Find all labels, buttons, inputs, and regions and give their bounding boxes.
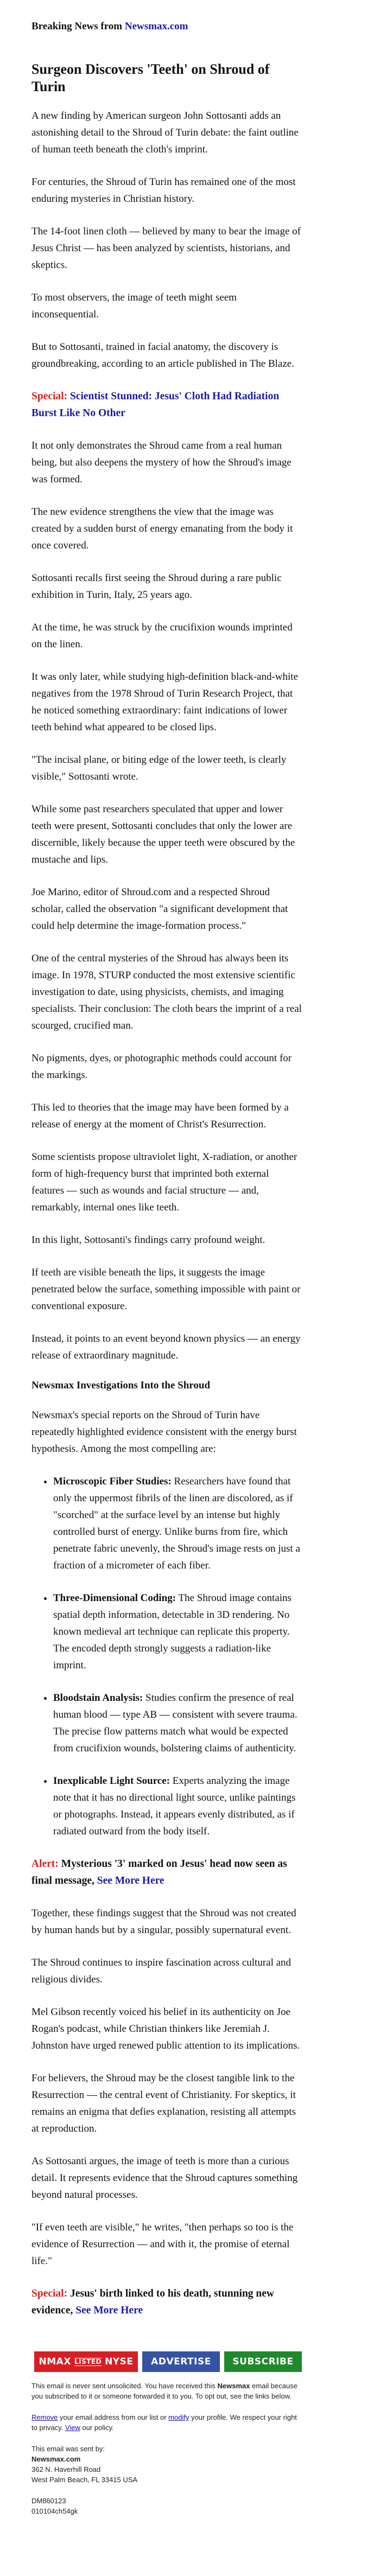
article-conclusion (31, 1905, 303, 2269)
evidence-term: Bloodstain Analysis: (53, 1692, 143, 1704)
paragraph: The 14-foot linen cloth — believed by many to bear the image of Jesus Christ — has been analyzed by scientists, historians, and skeptics. (31, 226, 301, 271)
optout-notice (31, 2412, 303, 2433)
footer-buttons (34, 2351, 303, 2372)
optout-text: your profile. We respect your right to privacy. (31, 2413, 297, 2432)
paragraph: To most observers, the image of teeth might seem inconsequential. (31, 292, 237, 320)
paragraph: A new finding by American surgeon John Sottosanti adds an astonishing detail to the Shroud of Turin debate: the faint outline of human teeth beneath the cloth's imprint. (31, 110, 299, 155)
evidence-text: Studies confirm the presence of real human blood — type AB — consistent with severe trauma. The precise flow patterns match what would be expected from crucifixion wounds, bolstering claims of authenticity. (53, 1692, 297, 1754)
modify-link[interactable]: modify (168, 2413, 189, 2421)
paragraph: For centuries, the Shroud of Turin has remained one of the most enduring mysteries in Christian history. (31, 176, 296, 205)
advertise-button[interactable]: ADVERTISE (142, 2351, 220, 2372)
sender-info (31, 2444, 303, 2485)
promo-text: Mysterious '3' marked on Jesus' head now seen as final message, (31, 1858, 287, 1886)
optout-text: your email address from our list or (58, 2413, 169, 2421)
paragraph: At the time, he was struck by the crucifixion wounds imprinted on the linen. (31, 622, 293, 650)
see-more-link[interactable]: See More Here (97, 1875, 164, 1886)
article-body (31, 437, 303, 1364)
sent-by-label: This email was sent by: (31, 2445, 105, 2453)
evidence-text: Experts analyzing the image note that it has no directional light source, unlike paintings or photographs. Instead, it appears evenly distributed, as if radiated outward from the body itself. (53, 1775, 296, 1837)
promo-alert (31, 1856, 303, 1889)
listed-text: LISTED (74, 2357, 102, 2365)
paragraph: While some past researchers speculated that upper and lower teeth were present, Sottosanti concludes that only the lower are discernible, likely because the upper teeth were obscured by the mustache and lips. (31, 804, 295, 865)
evidence-list (31, 1473, 303, 1840)
address-line: West Palm Beach, FL 33415 USA (31, 2476, 138, 2484)
paragraph: "The incisal plane, or biting edge of the lower teeth, is clearly visible," Sottosanti wrote. (31, 754, 287, 782)
paragraph: The new evidence strengthens the view that the image was created by a sudden burst of energy emanating from the body it once covered. (31, 506, 293, 551)
paragraph: It was only later, while studying high-definition black-and-white negatives from the 1978 Shroud of Turin Research Project, that he noticed something extraordinary: faint indications of lower teeth behind what appeared to be closed lips. (31, 671, 299, 733)
evidence-term: Inexplicable Light Source: (53, 1775, 170, 1787)
evidence-item (53, 1590, 303, 1674)
tracking-code: 010104ch54gk (31, 2507, 78, 2515)
nyse-text: NYSE (105, 2356, 134, 2367)
notice-brand: Newsmax (217, 2382, 250, 2390)
view-policy-link[interactable]: View (65, 2424, 80, 2432)
section-intro: Newsmax's special reports on the Shroud of Turin have repeatedly highlighted evidence consistent with the energy burst hypothesis. Among the most compelling are: (31, 1410, 297, 1455)
article-title: Surgeon Discovers 'Teeth' on Shroud of Turin (31, 61, 270, 94)
promo-text: Jesus' birth linked to his death, stunning new evidence, (31, 2288, 274, 2316)
paragraph: Some scientists propose ultraviolet light, X-radiation, or another form of high-frequency burst that imprinted both external features — such as wounds and facial structure — and, remarkably, internal ones like teeth. (31, 1151, 297, 1213)
article-intro (31, 107, 303, 372)
evidence-text: Researchers have found that only the uppermost fibrils of the linen are discolored, as if "scorched" at the surface level by an intense but highly controlled burst of energy. Unlike burns from fire, which penetrate fabric unevenly, the Shroud's image rests on just a fraction of a micrometer of each fiber. (53, 1476, 300, 1571)
section-heading: Newsmax Investigations Into the Shroud (31, 1380, 211, 1391)
remove-link[interactable]: Remove (31, 2413, 58, 2421)
paragraph: It not only demonstrates the Shroud came from a real human being, but also deepens the mystery of how the Shroud's image was formed. (31, 440, 292, 485)
paragraph: Joe Marino, editor of Shroud.com and a respected Shroud scholar, called the observation "a significant development that could help determine the image-formation process." (31, 887, 288, 932)
see-more-link[interactable]: See More Here (75, 2305, 143, 2316)
notice-text: email because you subscribed to it or someone forwarded it to you. To opt out, see the links below. (31, 2382, 297, 2400)
paragraph: Instead, it points to an event beyond known physics — an energy release of extraordinary magnitude. (31, 1333, 301, 1361)
evidence-item (53, 1689, 303, 1757)
promo-label: Special: (31, 2288, 68, 2299)
evidence-term: Three-Dimensional Coding: (53, 1592, 176, 1604)
promo-label: Alert: (31, 1858, 59, 1870)
paragraph: In this light, Sottosanti's findings carry profound weight. (31, 1234, 265, 1246)
evidence-item (53, 1772, 303, 1840)
unsolicited-notice (31, 2381, 303, 2401)
company-name: Newsmax.com (31, 2455, 81, 2463)
paragraph: As Sottosanti argues, the image of teeth is more than a curious detail. It represents evidence that the Shroud captures something beyond natural processes. (31, 2156, 298, 2201)
email-footer (31, 2381, 303, 2516)
paragraph: Mel Gibson recently voiced his belief in its authenticity on Joe Rogan's podcast, while Christian thinkers like Jeremiah J. Johnston have urged renewed public attention to its implications. (31, 2006, 300, 2051)
breaking-news-header (31, 21, 303, 33)
optout-text: our policy. (80, 2424, 114, 2432)
paragraph: But to Sottosanti, trained in facial anatomy, the discovery is groundbreaking, according to an article published in The Blaze. (31, 341, 294, 369)
tracking-code: DM860123 (31, 2497, 66, 2505)
paragraph: The Shroud continues to inspire fascination across cultural and religious divides. (31, 1957, 292, 1985)
evidence-item (53, 1473, 303, 1574)
paragraph: If teeth are visible beneath the lips, it suggests the image penetrated below the surface, something impossible with paint or conventional exposure. (31, 1267, 301, 1312)
paragraph: This led to theories that the image may have been formed by a release of energy at the moment of Christ's Resurrection. (31, 1102, 289, 1130)
promo-link[interactable]: Scientist Stunned: Jesus' Cloth Had Radiation Burst Like No Other (31, 391, 280, 419)
paragraph: "If even teeth are visible," he writes, "then perhaps so too is the evidence of Resurrection — and with it, the promise of eternal life." (31, 2222, 294, 2267)
newsmax-link[interactable]: Newsmax.com (124, 21, 188, 32)
promo-special-2 (31, 2285, 303, 2319)
nmax-nyse-button[interactable] (34, 2351, 138, 2372)
paragraph: No pigments, dyes, or photographic methods could account for the markings. (31, 1053, 292, 1081)
paragraph: One of the central mysteries of the Shroud has always been its image. In 1978, STURP conducted the most extensive scientific investigation to date, using physicists, chemists, and imaging specialists. Their conclusion: The cloth bears the imprint of a real scourged, crucified man. (31, 953, 302, 1031)
paragraph: Together, these findings suggest that the Shroud was not created by human hands but by a singular, possibly supernatural event. (31, 1908, 296, 1936)
paragraph: For believers, the Shroud may be the closest tangible link to the Resurrection — the central event of Christianity. For skeptics, it remains an enigma that defies explanation, resisting all attempts at reproduction. (31, 2073, 296, 2134)
evidence-text: The Shroud image contains spatial depth information, detectable in 3D rendering. No known medieval art technique can replicate this property. The encoded depth strongly suggests a radiation-like imprint. (53, 1592, 292, 1671)
subscribe-button[interactable]: SUBSCRIBE (224, 2351, 302, 2372)
evidence-term: Microscopic Fiber Studies: (53, 1476, 172, 1487)
header-prefix: Breaking News from (31, 21, 123, 32)
promo-special-1 (31, 388, 303, 422)
tracking-codes (31, 2496, 303, 2516)
notice-text: This email is never sent unsolicited. You have received this (31, 2382, 218, 2390)
address-line: 362 N. Haverhill Road (31, 2465, 101, 2473)
nmax-text: NMAX (39, 2356, 71, 2367)
promo-label: Special: (31, 391, 68, 402)
paragraph: Sottosanti recalls first seeing the Shroud during a rare public exhibition in Turin, Italy, 25 years ago. (31, 572, 282, 601)
